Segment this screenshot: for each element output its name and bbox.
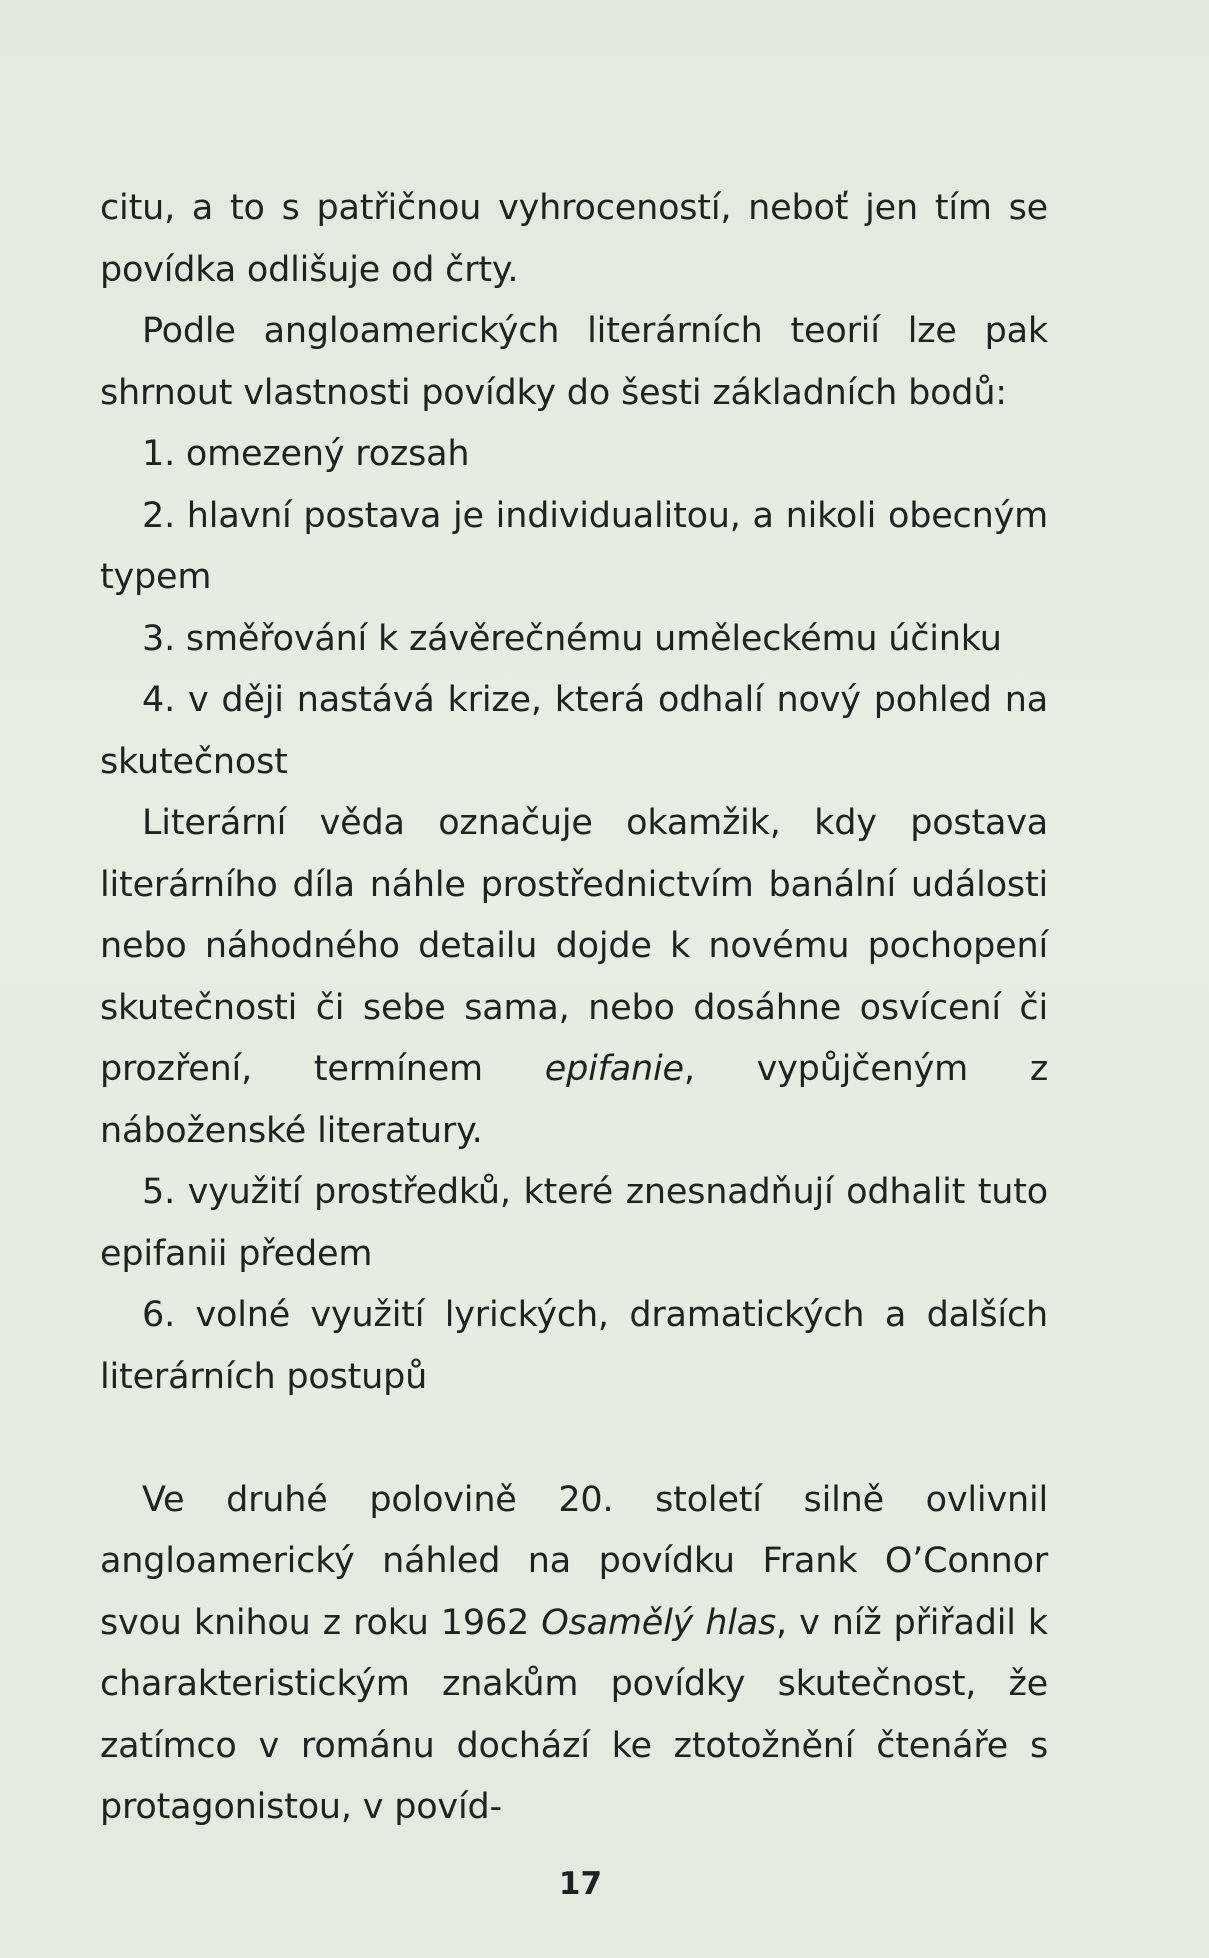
list-item-3: 3. směřování k závěrečnému uměleckému účinku: [142, 618, 1002, 659]
paragraph-theories: Podle angloamerických literárních teorií lze pak shrnout vlastnosti povídky do šesti základních bodů:: [100, 311, 1048, 413]
paragraph-oconnor: [100, 1470, 1048, 1839]
oconnor-text-before: Ve druhé polovině 20. století silně ovlivnil angloamerický náhled na povídku Frank O’Connor svou knihou z roku 1962: [100, 1479, 1048, 1643]
page-number: 17: [558, 1866, 603, 1902]
oconnor-text-after: , v níž přiřadil k charakteristickým znakům povídky skutečnost, že zatímco v románu dochází ke ztotožnění čtenáře s protagonistou, v povíd-: [100, 1602, 1048, 1827]
list-item-5: 5. využití prostředků, které znesnadňují odhalit tuto epifanii předem: [100, 1172, 1048, 1274]
list-item-1: 1. omezený rozsah: [142, 434, 470, 474]
epiphany-text-after: , vypůjčeným z náboženské literatury.: [100, 1049, 1048, 1151]
list-item-2: 2. hlavní postava je individualitou, a nikoli obecným typem: [100, 495, 1048, 597]
paragraph-continuation: citu, a to s patřičnou vyhroceností, neboť jen tím se povídka odlišuje od črty.: [100, 188, 1048, 290]
paragraph-epiphany: [100, 793, 1048, 1162]
book-title: Osamělý hlas: [541, 1602, 777, 1643]
list-item-4: 4. v ději nastává krize, která odhalí nový pohled na skutečnost: [100, 680, 1048, 782]
paragraph-gap: [100, 1408, 1048, 1470]
list-item-6: 6. volné využití lyrických, dramatických a dalších literárních postupů: [100, 1295, 1048, 1397]
epiphany-term: epifanie: [544, 1049, 684, 1089]
epiphany-text-before: Literární věda označuje okamžik, kdy postava literárního díla náhle prostřednictvím banální události nebo náhodného detailu dojde k novému pochopení skutečnosti či sebe sama, nebo dosáhne osvícení či prozření, termínem: [100, 803, 1048, 1089]
body-text: [100, 178, 1048, 1839]
